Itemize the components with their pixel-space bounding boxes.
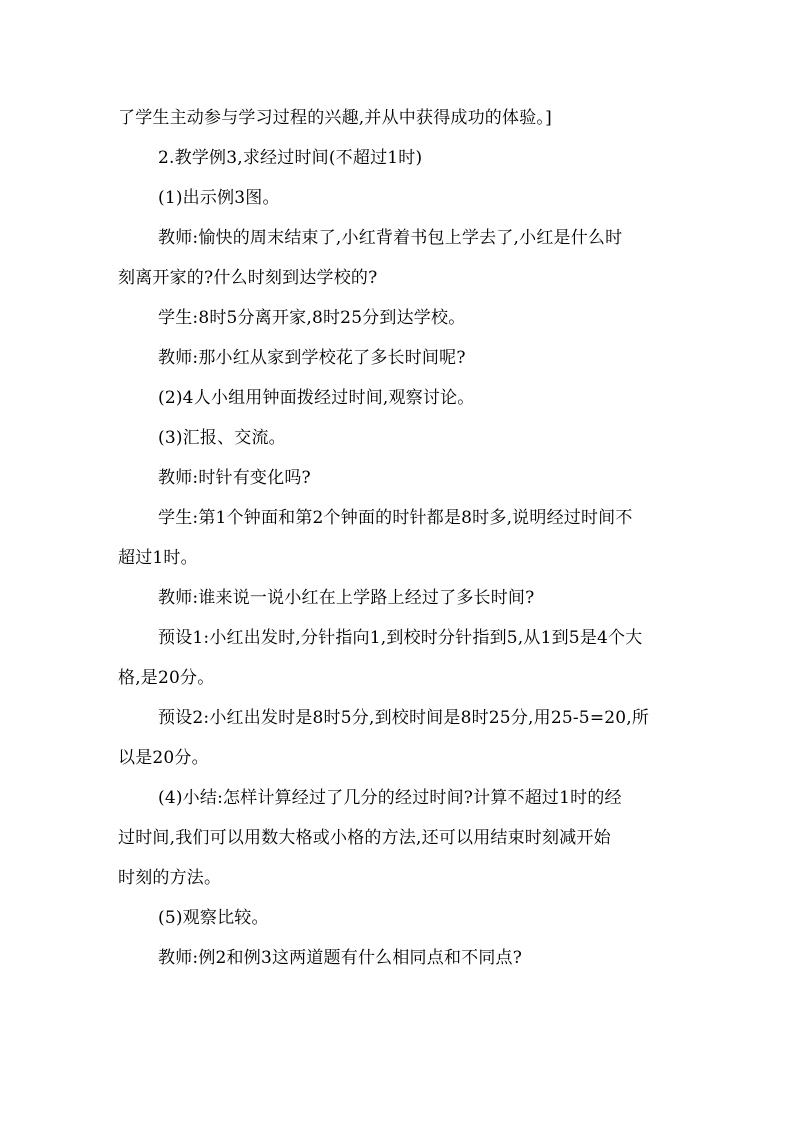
- text-line: (2)4人小组用钟面拨经过时间,观察讨论。: [158, 388, 475, 408]
- text-line: (1)出示例3图。: [158, 188, 280, 208]
- text-line: 教师:时针有变化吗?: [158, 468, 311, 488]
- text-line: (5)观察比较。: [158, 908, 269, 928]
- text-line: 预设2:小红出发时是8时5分,到校时间是8时25分,用25-5=20,所: [158, 708, 650, 728]
- text-line: 学生:第1个钟面和第2个钟面的时针都是8时多,说明经过时间不: [158, 508, 633, 528]
- text-line: 学生:8时5分离开家,8时25分到达学校。: [158, 308, 466, 328]
- section-heading: 2.教学例3,求经过时间(不超过1时): [158, 148, 423, 168]
- text-line: 以是20分。: [118, 748, 209, 768]
- text-line: 过时间,我们可以用数大格或小格的方法,还可以用结束时刻减开始: [118, 828, 611, 848]
- text-line: 预设1:小红出发时,分针指向1,到校时分针指到5,从1到5是4个大: [158, 628, 643, 648]
- text-line: 教师:那小红从家到学校花了多长时间呢?: [158, 348, 466, 368]
- text-line: 格,是20分。: [118, 668, 215, 688]
- text-line: 刻离开家的?什么时刻到达学校的?: [118, 268, 378, 288]
- text-line: (3)汇报、交流。: [158, 428, 286, 448]
- text-line: (4)小结:怎样计算经过了几分的经过时间?计算不超过1时的经: [158, 788, 622, 808]
- text-line: 教师:例2和例3这两道题有什么相同点和不同点?: [158, 948, 523, 968]
- text-line: 教师:谁来说一说小红在上学路上经过了多长时间?: [158, 588, 535, 608]
- text-line: 时刻的方法。: [118, 868, 222, 888]
- text-line: 超过1时。: [118, 548, 198, 568]
- text-line: 了学生主动参与学习过程的兴趣,并从中获得成功的体验。]: [118, 108, 552, 128]
- text-line: 教师:愉快的周末结束了,小红背着书包上学去了,小红是什么时: [158, 228, 623, 248]
